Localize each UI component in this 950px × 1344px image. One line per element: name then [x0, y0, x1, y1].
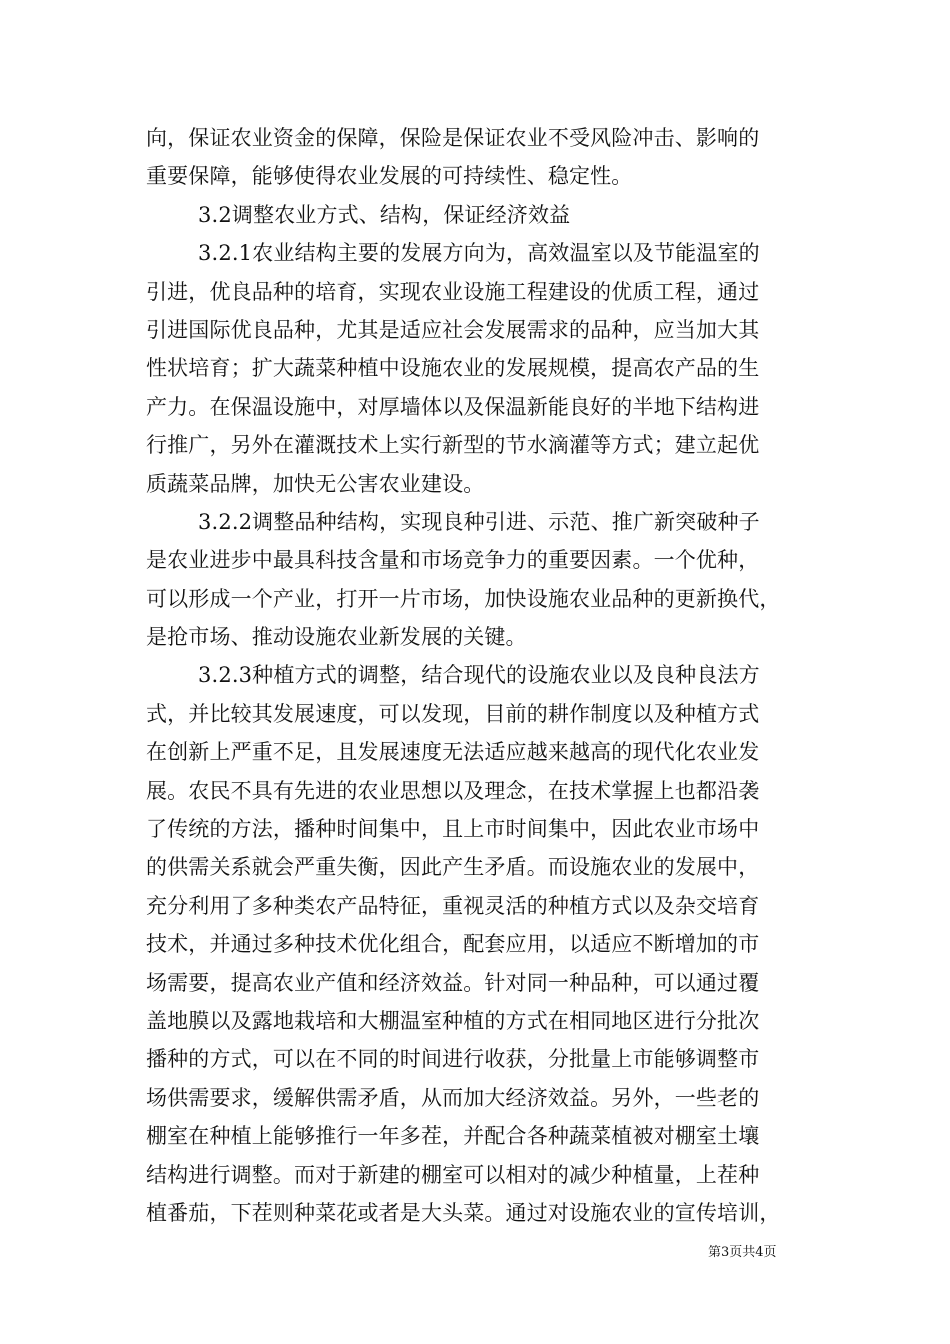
document-body: [146, 119, 814, 1232]
text-line: 性状培育；扩大蔬菜种植中设施农业的发展规模，提高农产品的生: [146, 356, 760, 381]
text-line: 式，并比较其发展速度，可以发现，目前的耕作制度以及种植方式: [146, 701, 760, 726]
text-line: 重要保障，能够使得农业发展的可持续性、稳定性。: [146, 164, 633, 189]
heading-3-2: 3.2调整农业方式、结构，保证经济效益: [198, 202, 571, 227]
text-line: 引进，优良品种的培育，实现农业设施工程建设的优质工程，通过: [146, 279, 760, 304]
text-line: 产力。在保温设施中，对厚墙体以及保温新能良好的半地下结构进: [146, 394, 760, 419]
text-line: 植番茄，下茬则种菜花或者是大头菜。通过对设施农业的宣传培训，: [146, 1200, 781, 1225]
text-line: 技术，并通过多种技术优化组合，配套应用，以适应不断增加的市: [146, 932, 760, 957]
text-line: 播种的方式，可以在不同的时间进行收获，分批量上市能够调整市: [146, 1047, 760, 1072]
text-line: 3.2.2调整品种结构，实现良种引进、示范、推广新突破种子: [198, 509, 760, 534]
text-line: 棚室在种植上能够推行一年多茬，并配合各种蔬菜植被对棚室土壤: [146, 1124, 760, 1149]
text-line: 在创新上严重不足，且发展速度无法适应越来越高的现代化农业发: [146, 740, 760, 765]
paragraph: [146, 656, 814, 1232]
text-line: 展。农民不具有先进的农业思想以及理念，在技术掌握上也都沿袭: [146, 778, 760, 803]
text-line: 了传统的方法，播种时间集中，且上市时间集中，因此农业市场中: [146, 817, 760, 842]
text-line: 向，保证农业资金的保障，保险是保证农业不受风险冲击、影响的: [146, 126, 760, 150]
text-line: 结构进行调整。而对于新建的棚室可以相对的减少种植量，上茬种: [146, 1162, 760, 1187]
text-line: 的供需关系就会严重失衡，因此产生矛盾。而设施农业的发展中，: [146, 855, 760, 880]
text-line: 是抢市场、推动设施农业新发展的关键。: [146, 625, 527, 650]
text-line: 可以形成一个产业，打开一片市场，加快设施农业品种的更新换代，: [146, 586, 781, 611]
text-line: 行推广，另外在灌溉技术上实行新型的节水滴灌等方式；建立起优: [146, 433, 760, 458]
paragraph: [146, 503, 814, 657]
text-line: 3.2.3种植方式的调整，结合现代的设施农业以及良种良法方: [198, 663, 760, 688]
section-heading: [146, 196, 814, 234]
page-number-footer: 第3页共4页: [708, 1245, 777, 1260]
paragraph: [146, 119, 814, 196]
text-line: 场供需要求，缓解供需矛盾，从而加大经济效益。另外，一些老的: [146, 1085, 760, 1110]
text-line: 盖地膜以及露地栽培和大棚温室种植的方式在相同地区进行分批次: [146, 1008, 760, 1033]
text-line: 场需要，提高农业产值和经济效益。针对同一种品种，可以通过覆: [146, 970, 760, 995]
paragraph: [146, 234, 814, 503]
text-line: 引进国际优良品种，尤其是适应社会发展需求的品种，应当加大其: [146, 317, 760, 342]
text-line: 是农业进步中最具科技含量和市场竞争力的重要因素。一个优种，: [146, 548, 760, 573]
text-line: 3.2.1农业结构主要的发展方向为，高效温室以及节能温室的: [198, 241, 760, 266]
text-line: 充分利用了多种类农产品特征，重视灵活的种植方式以及杂交培育: [146, 893, 760, 918]
text-line: 质蔬菜品牌，加快无公害农业建设。: [146, 471, 485, 496]
